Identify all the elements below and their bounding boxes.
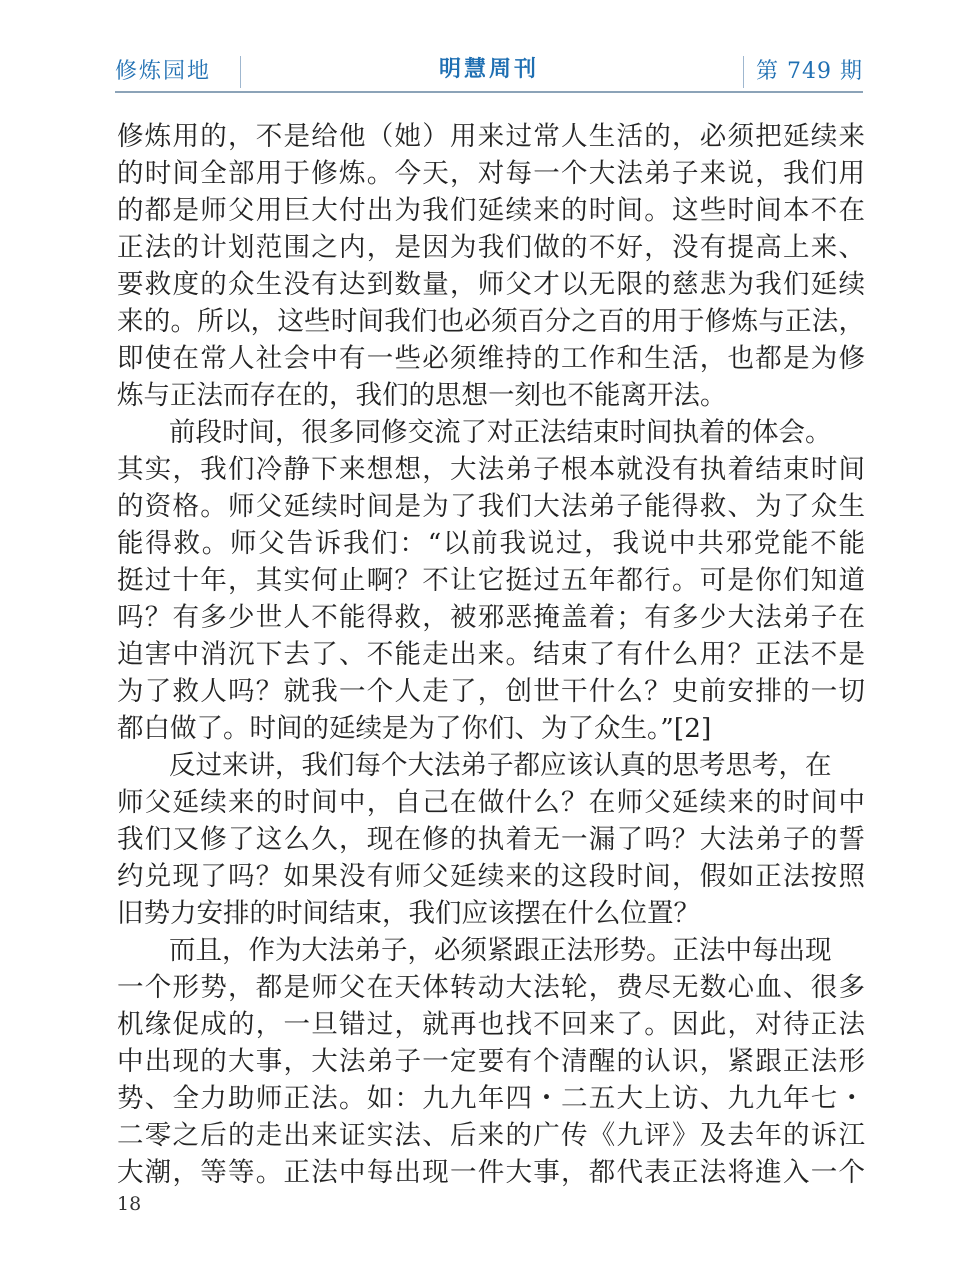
text-line: 旧势力安排的时间结束，我们应该摆在什么位置？ [117, 898, 700, 929]
page-header [115, 50, 863, 92]
text-line: 约兑现了吗？如果没有师父延续来的这段时间，假如正法按照 [117, 861, 865, 892]
text-line: 能得救。师父告诉我们：“以前我说过，我说中共邪党能不能 [117, 528, 865, 559]
publication-title: 明慧周刊 [438, 57, 539, 82]
text-line: 的时间全部用于修炼。今天，对每一个大法弟子来说，我们用 [117, 158, 865, 189]
text-line: 都白做了。时间的延续是为了你们、为了众生。”[2] [117, 713, 712, 744]
text-line: 的资格。师父延续时间是为了我们大法弟子能得救、为了众生 [117, 491, 865, 522]
text-line: 势、全力助师正法。如：九九年四・二五大上访、九九年七・ [117, 1083, 865, 1114]
text-line: 即使在常人社会中有一些必须维持的工作和生活，也都是为修 [117, 343, 865, 374]
text-line: 前段时间，很多同修交流了对正法结束时间执着的体会。 [169, 417, 832, 448]
text-line: 一个形势，都是师父在天体转动大法轮，费尽无数心血、很多 [117, 972, 865, 1003]
text-line: 中出现的大事，大法弟子一定要有个清醒的认识，紧跟正法形 [117, 1046, 865, 1077]
text-line: 迫害中消沉下去了、不能走出来。结束了有什么用？正法不是 [117, 639, 865, 670]
article-body [117, 118, 865, 1191]
text-line: 要救度的众生没有达到数量，师父才以无限的慈悲为我们延续 [117, 269, 865, 300]
text-line: 挺过十年，其实何止啊？不让它挺过五年都行。可是你们知道 [117, 565, 865, 596]
text-line: 炼与正法而存在的，我们的思想一刻也不能离开法。 [117, 380, 727, 411]
header-rule [115, 91, 863, 93]
issue-number: 第 749 期 [756, 59, 863, 84]
page-number: 18 [117, 1193, 142, 1215]
text-line: 修炼用的，不是给他（她）用来过常人生活的，必须把延续来 [117, 121, 865, 152]
text-line: 吗？有多少世人不能得救，被邪恶掩盖着；有多少大法弟子在 [117, 602, 865, 633]
text-line: 师父延续来的时间中，自己在做什么？在师父延续来的时间中 [117, 787, 865, 818]
header-divider-right [743, 56, 744, 88]
section-label: 修炼园地 [115, 59, 212, 84]
text-line: 来的。所以，这些时间我们也必须百分之百的用于修炼与正法， [117, 306, 865, 337]
text-line: 而且，作为大法弟子，必须紧跟正法形势。正法中每出现 [169, 935, 832, 966]
text-line: 为了救人吗？就我一个人走了，创世干什么？史前安排的一切 [117, 676, 865, 707]
text-line: 的都是师父用巨大付出为我们延续来的时间。这些时间本不在 [117, 195, 865, 226]
text-line: 大潮，等等。正法中每出现一件大事，都代表正法将進入一个 [117, 1157, 865, 1188]
text-line: 机缘促成的，一旦错过，就再也找不回来了。因此，对待正法 [117, 1009, 865, 1040]
text-line: 我们又修了这么久，现在修的执着无一漏了吗？大法弟子的誓 [117, 824, 865, 855]
text-line: 正法的计划范围之内，是因为我们做的不好，没有提高上来、 [117, 232, 865, 263]
text-line: 反过来讲，我们每个大法弟子都应该认真的思考思考，在 [169, 750, 832, 781]
text-line: 二零之后的走出来证实法、后来的广传《九评》及去年的诉江 [117, 1120, 865, 1151]
text-line: 其实，我们冷静下来想想，大法弟子根本就没有执着结束时间 [117, 454, 865, 485]
